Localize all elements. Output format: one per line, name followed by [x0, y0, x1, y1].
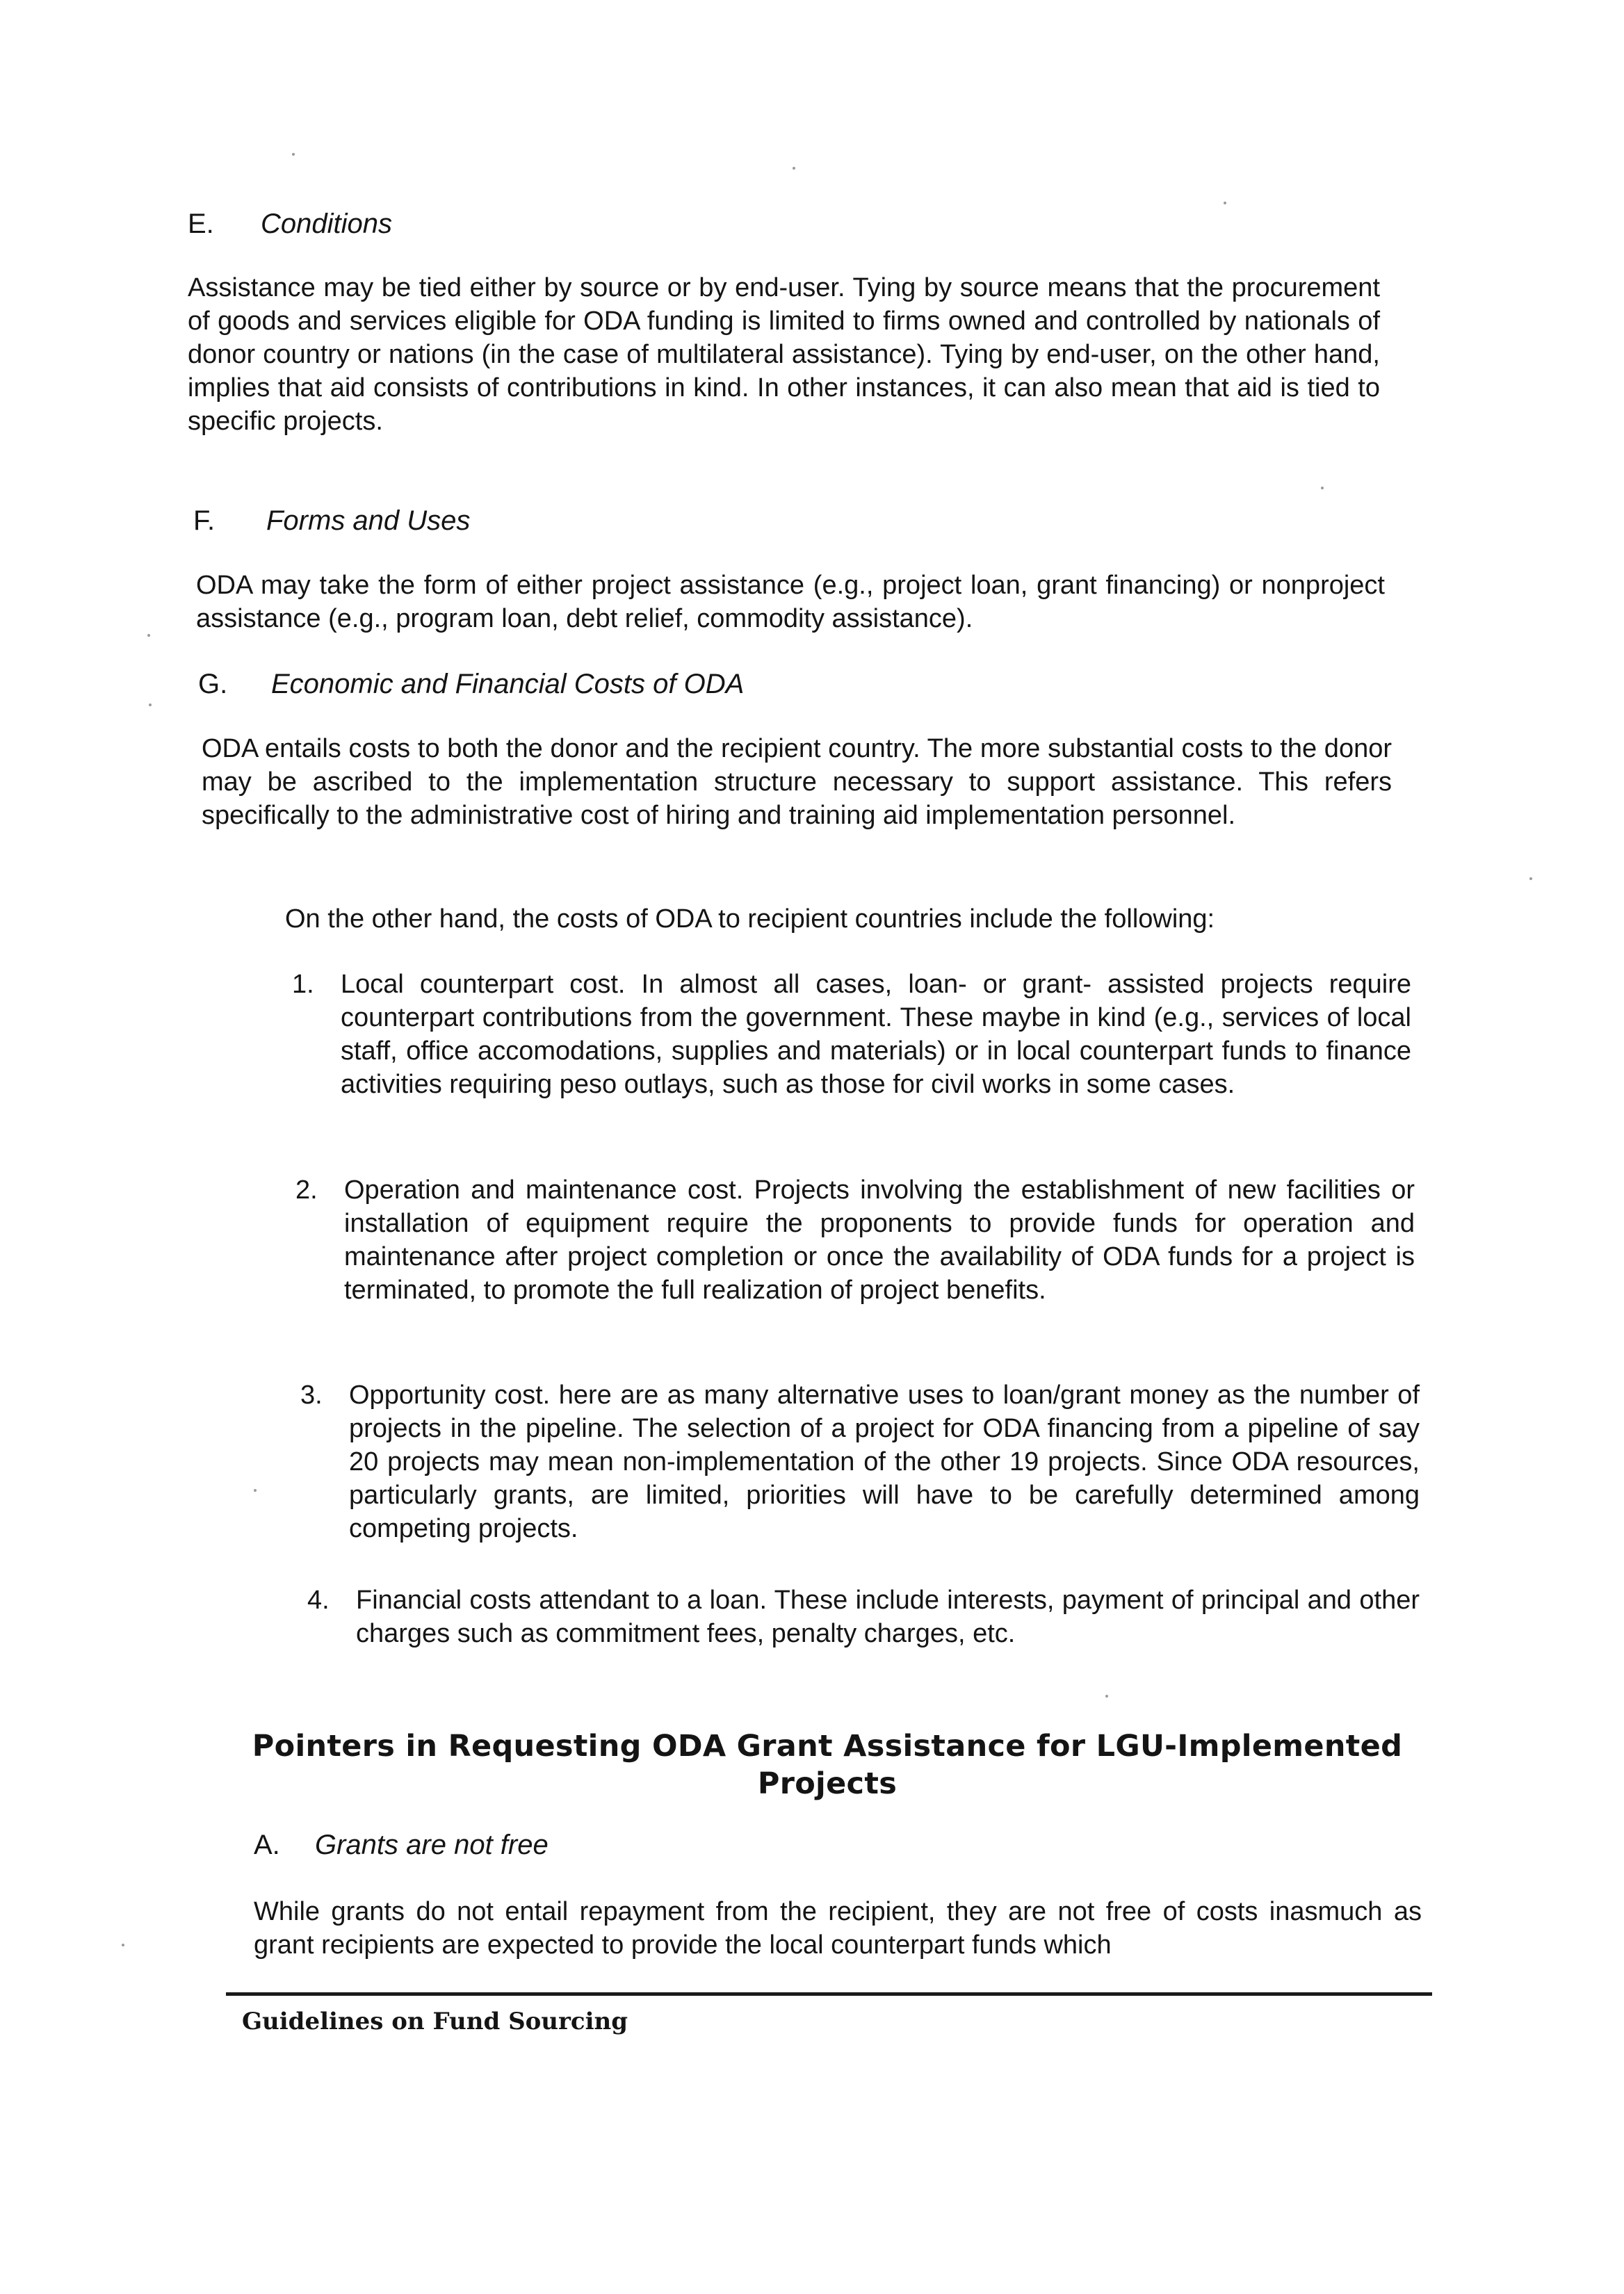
pointers-title: Pointers in Requesting ODA Grant Assistance for LGU-Implemented Projects: [252, 1729, 1403, 1801]
scan-speck: [254, 1489, 257, 1492]
section-g-intro: On the other hand, the costs of ODA to recipient countries include the following:: [285, 904, 1215, 934]
scan-speck: [793, 167, 795, 170]
footer-text: Guidelines on Fund Sourcing: [242, 2008, 628, 2035]
section-g-letter: G.: [198, 669, 228, 699]
section-e-letter: E.: [188, 209, 214, 239]
section-e-body: Assistance may be tied either by source or by end-user. Tying by source means that the procurement of goods and services eligible for ODA funding is limited to firms owned and controlled by nationals of donor country or nations (in the case of multilateral assistance). Tying by end-user, on the other hand, implies that aid consists of contributions in kind. In other instances, it can also mean that aid is tied to specific projects.: [188, 273, 1380, 436]
scan-speck: [147, 634, 150, 637]
section-f-letter: F.: [193, 505, 216, 536]
list-item-text: Operation and maintenance cost. Projects involving the establishment of new facilities or installation of equipment require the proponents to provide funds for operation and maintenance after project completion or once the availability of ODA funds for a project is terminated, to promote the full realization of project benefits.: [344, 1176, 1415, 1305]
section-f-body: ODA may take the form of either project assistance (e.g., project loan, grant financing) or nonproject assistance (e.g., program loan, debt relief, commodity assistance).: [196, 571, 1385, 633]
section-a-body: While grants do not entail repayment from the recipient, they are not free of costs inasmuch as grant recipients are expected to provide the local counterpart funds which: [254, 1897, 1422, 1960]
section-g-title: Economic and Financial Costs of ODA: [271, 669, 745, 699]
list-item: [292, 968, 1411, 1141]
section-f-title: Forms and Uses: [266, 505, 471, 536]
section-a-letter: A.: [254, 1830, 280, 1860]
scan-speck: [1529, 877, 1532, 880]
section-a-title: Grants are not free: [315, 1830, 549, 1860]
section-e-title: Conditions: [261, 209, 393, 239]
section-g-heading: [198, 667, 744, 701]
list-item-text: Local counterpart cost. In almost all cases, loan- or grant- assisted projects require counterpart contributions from the government. These maybe in kind (e.g., services of local staff, office accomodations, supplies and materials) or in local counterpart funds to finance activities requiring peso outlays, such as those for civil works in some cases.: [341, 970, 1411, 1099]
list-item-number: 1.: [292, 970, 314, 999]
scan-speck: [1224, 202, 1226, 204]
scan-speck: [1105, 1695, 1108, 1698]
list-item-number: 2.: [295, 1176, 318, 1205]
section-a-heading: [254, 1828, 549, 1862]
list-item: [295, 1173, 1415, 1347]
footer-rule: [226, 1992, 1432, 1996]
list-item-text: Financial costs attendant to a loan. These include interests, payment of principal and other charges such as commitment fees, penalty charges, etc.: [356, 1586, 1420, 1648]
section-g-body: ODA entails costs to both the donor and the recipient country. The more substantial costs to the donor may be ascribed to the implementation structure necessary to support assistance. This refers specifically to the administrative cost of hiring and training aid implementation personnel.: [202, 734, 1392, 830]
scan-speck: [122, 1944, 124, 1946]
section-e-heading: [188, 207, 392, 241]
section-f-heading: [193, 504, 470, 537]
scan-speck: [1321, 487, 1324, 489]
scan-speck: [292, 153, 295, 156]
scan-speck: [149, 703, 152, 706]
list-item: [300, 1378, 1420, 1552]
list-item-number: 3.: [300, 1381, 323, 1410]
list-item-text: Opportunity cost. here are as many alternative uses to loan/grant money as the number of projects in the pipeline. The selection of a project for ODA financing from a pipeline of say 20 projects may mean non-implementation of the other 19 projects. Since ODA resources, particularly grants, are limited, priorities will have to be carefully determined among competing projects.: [349, 1381, 1420, 1543]
list-item: [307, 1584, 1420, 1653]
list-item-number: 4.: [307, 1586, 330, 1615]
